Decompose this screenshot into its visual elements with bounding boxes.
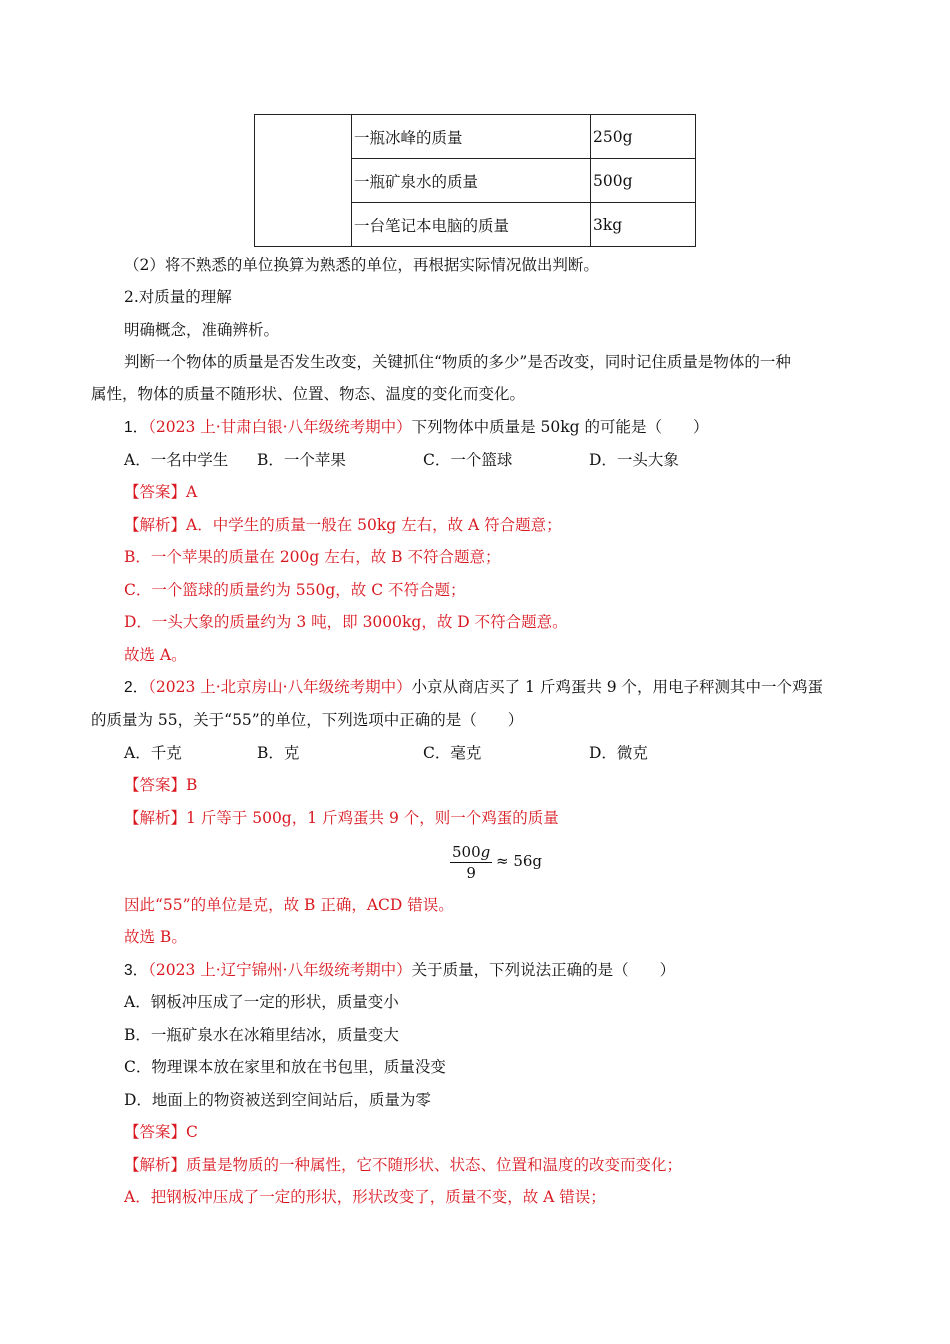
option-b: B．一瓶矿泉水在冰箱里结冰，质量变大 — [124, 1026, 399, 1044]
paragraph-line: 属性，物体的质量不随形状、位置、物态、温度的变化而变化。 — [91, 385, 526, 403]
analysis-line: C．一个篮球的质量约为 550g，故 C 不符合题； — [124, 581, 466, 599]
mass-examples-table — [254, 114, 696, 247]
question-1 — [124, 417, 709, 438]
intro-point-2: （2）将不熟悉的单位换算为熟悉的单位，再根据实际情况做出判断。 — [124, 256, 599, 274]
conclusion: 故选 A。 — [124, 646, 187, 664]
analysis-line: D．一头大象的质量约为 3 吨，即 3000kg，故 D 不符合题意。 — [124, 613, 568, 631]
question-number: 1． — [124, 419, 149, 436]
question-source: （2023 上·甘肃白银·八年级统考期中） — [148, 418, 412, 436]
concept-line: 明确概念，准确辨析。 — [124, 321, 280, 339]
analysis-line: 【解析】A．中学生的质量一般在 50kg 左右，故 A 符合题意； — [124, 516, 562, 534]
fraction-formula — [450, 842, 492, 883]
answer: 【答案】B — [124, 776, 198, 794]
analysis-line: 【解析】质量是物质的一种属性，它不随形状、状态、位置和温度的改变而变化； — [124, 1156, 683, 1174]
fraction-denominator: 9 — [466, 864, 476, 882]
formula-result: ≈ 56g — [496, 852, 543, 870]
analysis-line: 因此“55”的单位是克，故 B 正确，ACD 错误。 — [124, 896, 454, 914]
question-number: 3． — [124, 962, 149, 979]
question-3 — [124, 960, 675, 981]
question-number: 2． — [124, 679, 149, 696]
option-d: D．地面上的物资被送到空间站后，质量为零 — [124, 1091, 431, 1109]
conclusion: 故选 B。 — [124, 928, 187, 946]
analysis-line: 【解析】1 斤等于 500g，1 斤鸡蛋共 9 个，则一个鸡蛋的质量 — [124, 809, 559, 827]
analysis-line: B．一个苹果的质量在 200g 左右，故 B 不符合题意； — [124, 548, 501, 566]
question-source: （2023 上·辽宁锦州·八年级统考期中） — [148, 961, 412, 979]
answer: 【答案】A — [124, 483, 198, 501]
question-2 — [124, 677, 823, 698]
fraction-numerator: 500g — [452, 843, 491, 861]
table-cell-value: 250g — [591, 115, 696, 159]
table-cell-item: 一瓶冰峰的质量 — [352, 115, 591, 159]
table-cell-item: 一瓶矿泉水的质量 — [352, 159, 591, 203]
paragraph-line: 判断一个物体的质量是否发生改变，关键抓住“物质的多少”是否改变，同时记住质量是物体的一种 — [124, 353, 791, 371]
question-source: （2023 上·北京房山·八年级统考期中） — [148, 678, 412, 696]
question-stem: 关于质量，下列说法正确的是（ ） — [411, 961, 676, 979]
question-stem-continued: 的质量为 55，关于“55”的单位，下列选项中正确的是（ ） — [91, 711, 524, 729]
option-c: C．一个篮球 — [423, 451, 513, 469]
question-stem: 下列物体中质量是 50kg 的可能是（ ） — [411, 418, 709, 436]
option-a: A．钢板冲压成了一定的形状，质量变小 — [124, 993, 399, 1011]
option-d: D．一头大象 — [589, 451, 679, 469]
option-c: C．毫克 — [423, 744, 482, 762]
option-c: C．物理课本放在家里和放在书包里，质量没变 — [124, 1058, 446, 1076]
table-cell-item: 一台笔记本电脑的质量 — [352, 203, 591, 247]
section-heading: 2.对质量的理解 — [124, 288, 232, 306]
option-b: B．克 — [257, 744, 300, 762]
option-a: A．一名中学生 — [124, 451, 229, 469]
question-stem: 小京从商店买了 1 斤鸡蛋共 9 个，用电子秤测其中一个鸡蛋 — [411, 678, 824, 696]
analysis-line: A．把钢板冲压成了一定的形状，形状改变了，质量不变，故 A 错误； — [124, 1188, 606, 1206]
option-b: B．一个苹果 — [257, 451, 346, 469]
table-empty-cell — [255, 115, 352, 247]
option-a: A．千克 — [124, 744, 182, 762]
table-cell-value: 3kg — [591, 203, 696, 247]
table-cell-value: 500g — [591, 159, 696, 203]
answer: 【答案】C — [124, 1123, 198, 1141]
option-d: D．微克 — [589, 744, 648, 762]
table-row — [255, 115, 696, 159]
